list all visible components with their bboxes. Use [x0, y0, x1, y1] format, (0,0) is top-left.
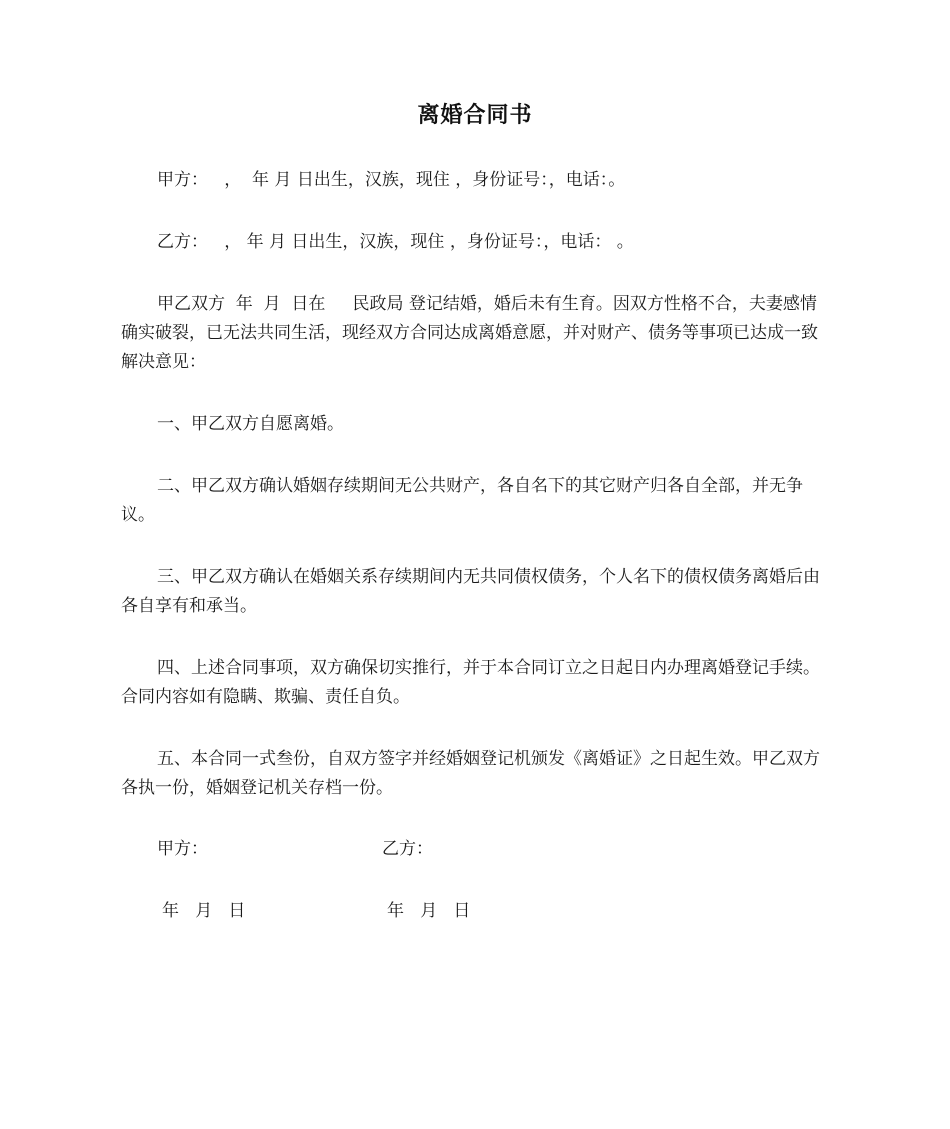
clause-3: 三、甲乙双方确认在婚姻关系存续期间内无共同债权债务，个人名下的债权债务离婚后由各自享有和承当。	[121, 567, 820, 616]
signature-party-a-date: 年 月 日	[162, 901, 246, 921]
intro-paragraph: 甲乙双方 年 月 日在 民政局 登记结婚，婚后未有生育。因双方性格不合，夫妻感情确实破裂，已无法共同生活，现经双方合同达成离婚意愿，并对财产、债务等事项已达成一致解决意见：	[121, 294, 818, 372]
signature-party-b-date: 年 月 日	[387, 901, 471, 921]
clause-5: 五、本合同一式叁份，自双方签字并经婚姻登记机颁发《离婚证》之日起生效。甲乙双方各执一份，婚姻登记机关存档一份。	[121, 749, 820, 798]
document-title: 离婚合同书	[417, 103, 533, 128]
signature-party-a-label: 甲方：	[157, 839, 208, 859]
party-b-info: 乙方： ， 年 月 日出生，汉族，现住 ，身份证号：，电话： 。	[157, 232, 634, 252]
party-a-info: 甲方： ， 年 月 日出生，汉族，现住 ，身份证号：，电话：。	[157, 170, 626, 190]
clause-1: 一、甲乙双方自愿离婚。	[157, 414, 344, 434]
signature-party-b-label: 乙方：	[382, 839, 433, 859]
clause-2: 二、甲乙双方确认婚姻存续期间无公共财产，各自名下的其它财产归各自全部，并无争议。	[121, 476, 803, 525]
clause-4: 四、上述合同事项，双方确保切实推行，并于本合同订立之日起日内办理离婚登记手续。合同内容如有隐瞒、欺骗、责任自负。	[121, 658, 820, 707]
